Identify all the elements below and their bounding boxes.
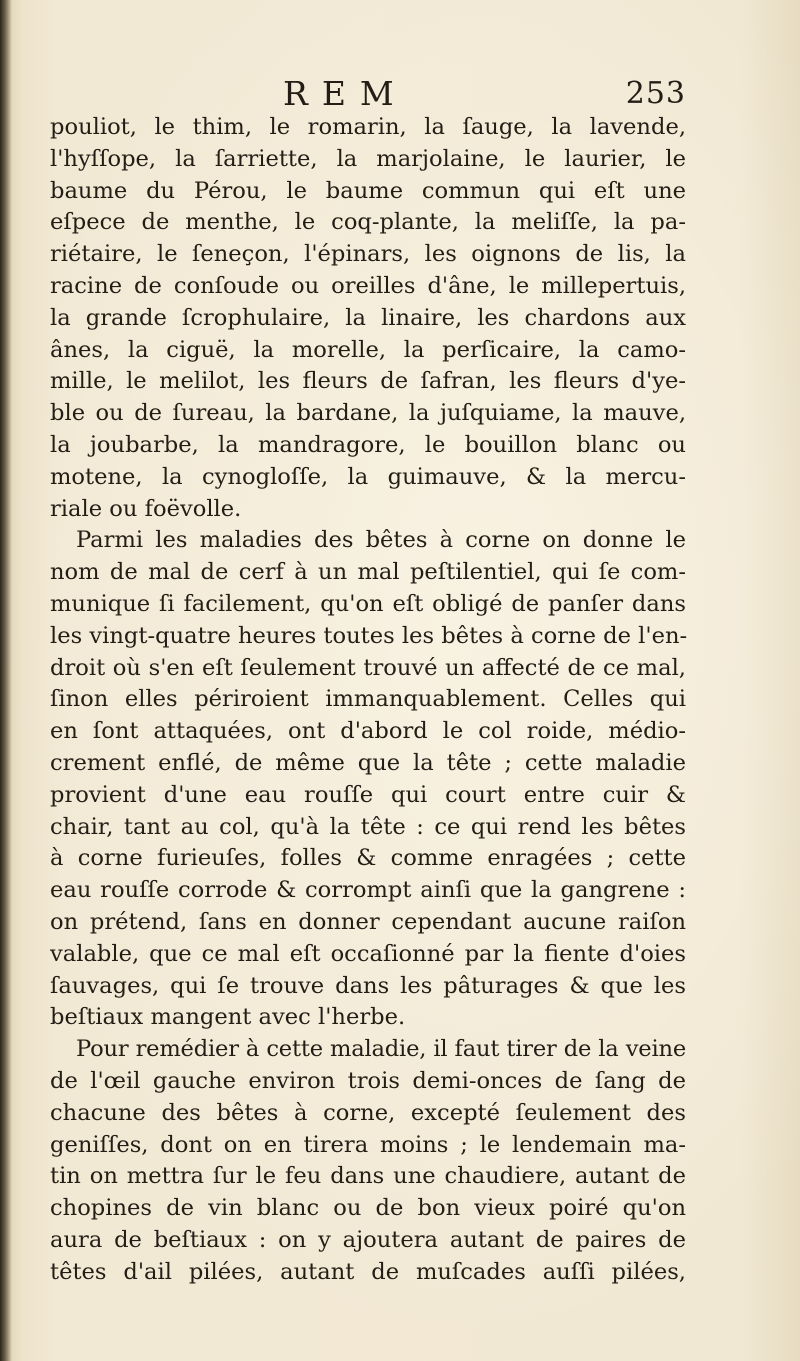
- text-line: la grande ſcrophulaire, la linaire, les chardons aux: [50, 304, 686, 331]
- text-line: crement enflé, de même que la tête ; cette maladie: [50, 749, 686, 776]
- text-line: chopines de vin blanc ou de bon vieux poiré qu'on: [50, 1195, 686, 1222]
- text-line: baume du Pérou, le baume commun qui eſt une: [50, 177, 686, 204]
- page-header: [48, 72, 688, 116]
- text-line: tin on mettra ſur le feu dans une chaudiere, autant de: [50, 1163, 686, 1190]
- text-line: Pour remédier à cette maladie, il faut tirer de la veine: [76, 1036, 686, 1063]
- text-line: chair, tant au col, qu'à la tête : ce qui rend les bêtes: [50, 813, 686, 840]
- text-line: les vingt-quatre heures toutes les bêtes à corne de l'en-: [50, 622, 688, 649]
- text-line: riétaire, le ſeneçon, l'épinars, les oignons de lis, la: [50, 241, 686, 268]
- text-line: ſauvages, qui ſe trouve dans les pâturages & que les: [50, 972, 686, 999]
- text-line: droit où s'en eſt ſeulement trouvé un affecté de ce mal,: [50, 654, 686, 681]
- text-line: riale ou foëvolle.: [50, 495, 242, 522]
- page-number: 253: [625, 76, 686, 111]
- body-text: [50, 112, 686, 1288]
- text-line: ſinon elles périroient immanquablement. Celles qui: [50, 686, 686, 713]
- text-line: on prétend, ſans en donner cependant aucune raiſon: [50, 908, 686, 935]
- text-line: valable, que ce mal eſt occaſionné par la fiente d'oies: [50, 940, 686, 967]
- text-line: l'hyſſope, la ſarriette, la marjolaine, le laurier, le: [50, 145, 686, 172]
- text-line: eſpece de menthe, le coq-plante, la meliſſe, la pa-: [50, 209, 686, 236]
- text-line: provient d'une eau rouſſe qui court entre cuir &: [50, 781, 686, 808]
- text-line: eau rouſſe corrode & corrompt ainſi que la gangrene :: [50, 877, 686, 904]
- running-head: REM: [283, 74, 408, 113]
- binding-shadow: [0, 0, 12, 1361]
- text-line: en ſont attaquées, ont d'abord le col roide, médio-: [50, 718, 686, 745]
- text-line: motene, la cynogloſſe, la guimauve, & la mercu-: [50, 463, 686, 490]
- text-line: chacune des bêtes à corne, excepté ſeulement des: [50, 1099, 686, 1126]
- text-line: ble ou de ſureau, la bardane, la juſquiame, la mauve,: [50, 400, 686, 427]
- text-line: Parmi les maladies des bêtes à corne on donne le: [76, 527, 686, 554]
- text-line: aura de beſtiaux : on y ajoutera autant de paires de: [50, 1226, 686, 1253]
- text-line: geniſſes, dont on en tirera moins ; le lendemain ma-: [50, 1131, 686, 1158]
- text-line: nom de mal de cerf à un mal peſtilentiel, qui ſe com-: [50, 559, 686, 586]
- text-line: ânes, la ciguë, la morelle, la perſicaire, la camo-: [50, 336, 686, 363]
- text-line: têtes d'ail pilées, autant de muſcades auſſi pilées,: [50, 1258, 686, 1285]
- text-line: beſtiaux mangent avec l'herbe.: [50, 1004, 406, 1031]
- text-line: pouliot, le thim, le romarin, la ſauge, la lavende,: [50, 114, 686, 140]
- text-line: la joubarbe, la mandragore, le bouillon blanc ou: [50, 431, 686, 458]
- text-line: de l'œil gauche environ trois demi-onces de ſang de: [50, 1067, 686, 1094]
- text-line: à corne furieuſes, folles & comme enragées ; cette: [50, 845, 686, 872]
- text-line: racine de conſoude ou oreilles d'âne, le millepertuis,: [50, 272, 686, 299]
- text-line: munique ſi facilement, qu'on eſt obligé de panſer dans: [50, 590, 686, 617]
- text-line: mille, le melilot, les fleurs de ſafran, les fleurs d'ye-: [50, 368, 686, 395]
